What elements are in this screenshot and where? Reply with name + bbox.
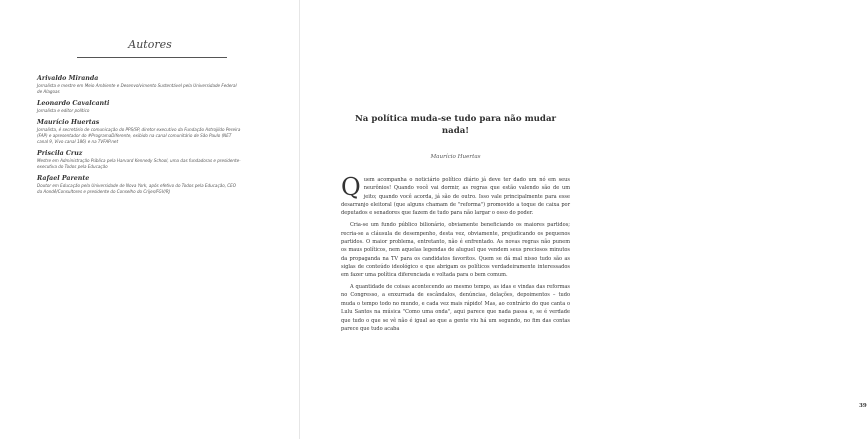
drop-cap: Q bbox=[341, 173, 361, 201]
author-name: Leonardo Cavalcanti bbox=[37, 100, 110, 107]
author-name: Rafael Parente bbox=[37, 175, 90, 182]
article-author: Maurício Huertas bbox=[430, 154, 481, 160]
author-entry bbox=[37, 75, 242, 95]
article-paragraph: Cria-se um fundo público bilionário, obviamente beneficiando os maiores partidos; recria-se a cláusula de desempenho, desta vez, obviamente, prejudicando os pequenos partidos. O maior problema, entretanto, não é enfrentado. As novas regras não punem os maus políticos, nem aquelas legendas de aluguel que vendem seus preciosos minutos da propaganda na TV para os candidatos favoritos. Quem se dá mal nisso tudo são as siglas de conteúdo ideológico e que abrigam os políticos verdadeiramente interessados em fazer uma política diferenciada e voltada para o bem comum. bbox=[341, 222, 570, 279]
author-bio: Jornalista e editor político bbox=[37, 108, 90, 113]
author-entry bbox=[37, 175, 242, 195]
article-title: Na política muda-se tudo para não mudar nada! bbox=[354, 114, 557, 136]
author-bio: Doutor em Educação pela Universidade de Nova York, após efetivo do Todos pela Educação, CEO da Aondê/Consultores e presidente do Conselho do Crijes/FGV/RJ bbox=[37, 183, 236, 194]
author-name: Priscila Cruz bbox=[37, 150, 83, 157]
author-bio: Mestre em Administração Pública pela Harvard Kennedy School, uma das fundadoras e presidente-executiva do Todos pela Educação bbox=[37, 158, 241, 169]
authors-heading: Autores bbox=[128, 38, 172, 51]
right-page bbox=[300, 0, 867, 439]
left-page bbox=[0, 0, 300, 439]
author-bio: Jornalista, é secretário de comunicação do PPS/SP, diretor executivo da Fundação Astrojildo Pereira (FAP) e apresentador do #ProgramaDiferente, exibido na canal comunitário de São Paulo (NET canal 9, Vivo canal 186) e na TVFAP.net bbox=[37, 127, 241, 144]
author-name: Arivaldo Miranda bbox=[37, 75, 99, 82]
article bbox=[341, 113, 570, 333]
heading-rule bbox=[77, 57, 227, 58]
author-name: Maurício Huertas bbox=[37, 119, 100, 126]
author-entry bbox=[37, 100, 242, 114]
paragraph-text: uem acompanha o noticiário político diário já deve ter dado um nó em seus neurônios! Quando você vai dormir, as regras que estão valendo são de um jeito; quando você acorda, já são de outro. Isso vale principalmente para esse desarranjo eleitoral (que alguns chamam de "reforma") promovido a toque de caixa por deputados e senadores que fazem de tudo para não largar o osso do poder. bbox=[341, 177, 570, 217]
article-paragraph: A quantidade de coisas acontecendo ao mesmo tempo, as idas e vindas das reformas no Congresso, a enxurrada de escândalos, denúncias, delações, depoimentos – tudo muda o tempo todo no mundo, e cada vez mais rápido! Mas, ao contrário do que canta o Lulu Santos na música "Como uma onda", aqui parece que nada passa e, se é verdade que tudo o que se vê não é igual ao que a gente viu há um segundo, no fim das contas parece que tudo acaba bbox=[341, 284, 570, 332]
article-paragraph bbox=[341, 173, 570, 218]
article-body bbox=[341, 173, 570, 333]
author-entry bbox=[37, 150, 242, 170]
author-entry bbox=[37, 119, 242, 145]
author-bio: Jornalista e mestre em Meio Ambiente e Desenvolvimento Sustentável pela Universidade Federal de Alagoas bbox=[37, 83, 237, 94]
author-list bbox=[37, 75, 242, 200]
page-number: 39 bbox=[859, 403, 867, 409]
